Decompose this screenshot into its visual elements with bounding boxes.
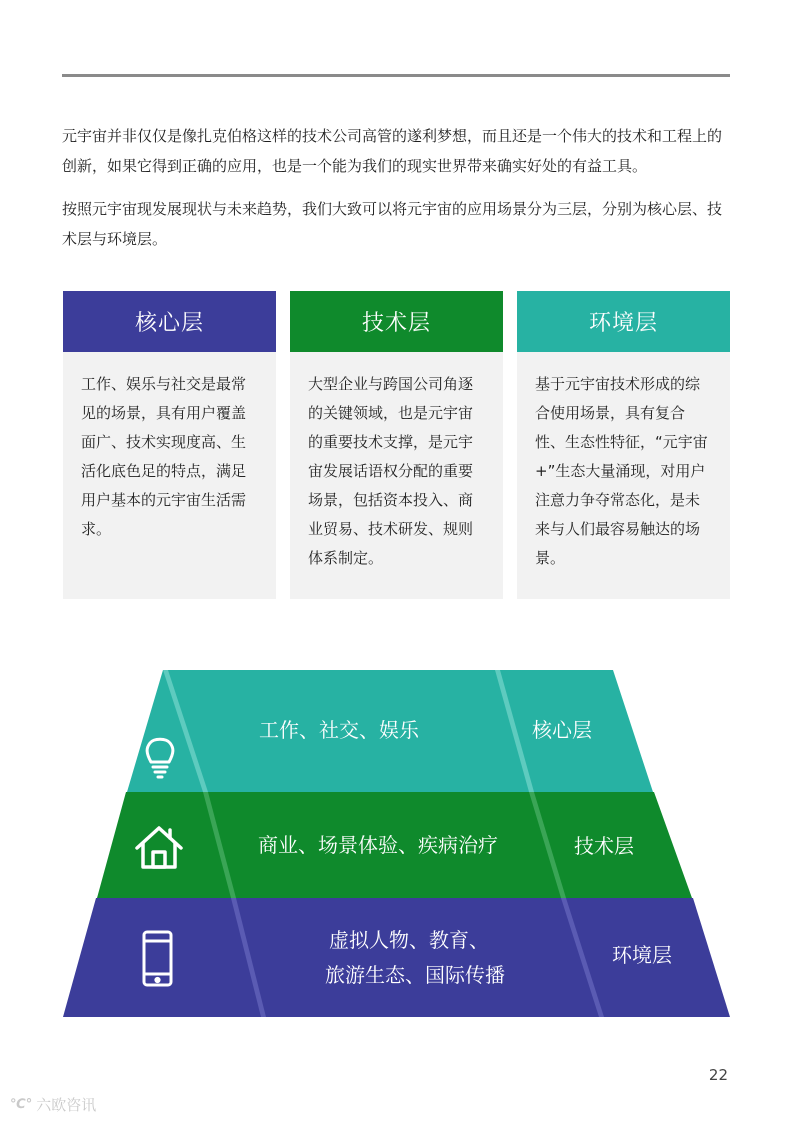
- watermark: [10, 1094, 96, 1115]
- card-body: 大型企业与跨国公司角逐的关键领域，也是元宇宙的重要技术支撑，是元宇宙发展话语权分配的重要场景，包括资本投入、商业贸易、技术研发、规则体系制定。: [308, 375, 474, 567]
- pyramid-label-core: 核心层: [532, 718, 592, 742]
- pyramid-scene-environment-line-1: 虚拟人物、教育、: [329, 928, 489, 952]
- card-body: 工作、娱乐与社交是最常见的场景，具有用户覆盖面广、技术实现度高、生活化底色足的特点，满足用户基本的元宇宙生活需求。: [81, 375, 247, 538]
- intro-paragraph-2: 按照元宇宙现发展现状与未来趋势，我们大致可以将元宇宙的应用场景分为三层，分别为核心层、技术层与环境层。: [62, 200, 723, 248]
- pyramid-scene-environment-line-2: 旅游生态、国际传播: [325, 963, 505, 987]
- watermark-text: 六欧咨讯: [36, 1096, 97, 1114]
- watermark-logo-icon: ℃°: [10, 1097, 33, 1112]
- page-number: 22: [708, 1066, 728, 1084]
- pyramid-scene-core: 工作、社交、娱乐: [259, 718, 419, 742]
- pyramid-label-environment: 环境层: [612, 943, 672, 967]
- pyramid-label-tech: 技术层: [574, 834, 634, 858]
- pyramid-scene-tech: 商业、场景体验、疾病治疗: [258, 833, 498, 857]
- card-title: 环境层: [517, 291, 730, 352]
- card-body: 基于元宇宙技术形成的综合使用场景，具有复合性、生态性特征，“元宇宙+”生态大量涌现，对用户注意力争夺常态化，是未来与人们最容易触达的场景。: [535, 375, 708, 567]
- card-title: 技术层: [290, 291, 503, 352]
- intro-paragraph-1: 元宇宙并非仅仅是像扎克伯格这样的技术公司高管的遂利梦想，而且还是一个伟大的技术和工程上的创新，如果它得到正确的应用，也是一个能为我们的现实世界带来确实好处的有益工具。: [62, 127, 723, 175]
- card-title: 核心层: [63, 291, 276, 352]
